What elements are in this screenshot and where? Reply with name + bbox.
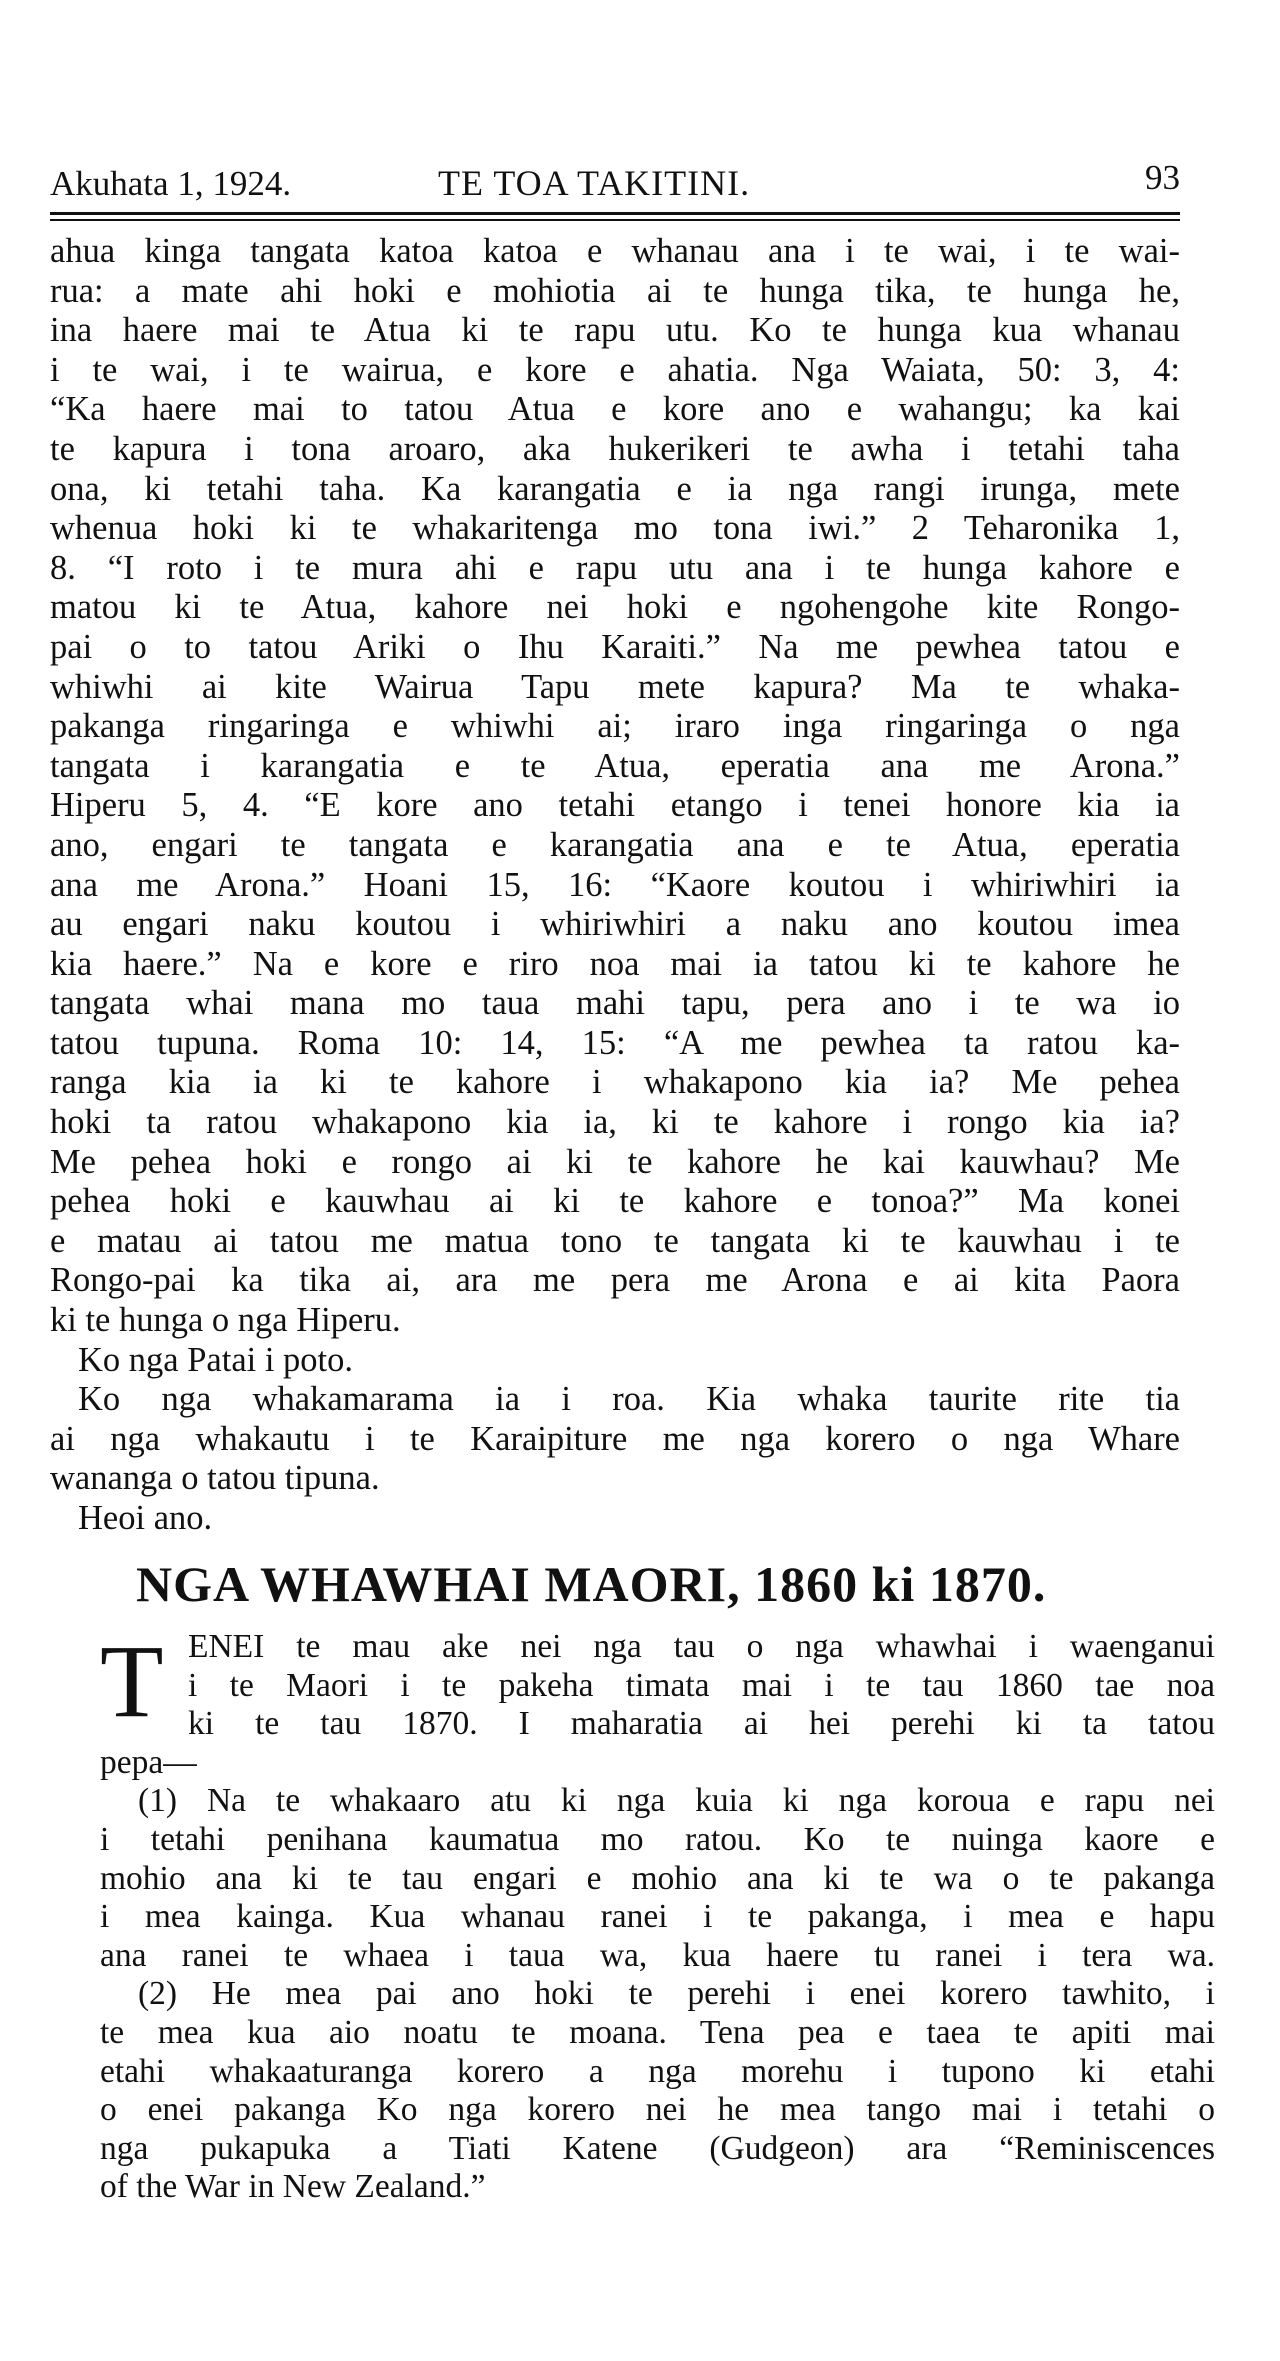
text-line: tangata i karangatia e te Atua, eperatia ana me Arona.”: [50, 746, 1180, 785]
text-line: i mea kainga. Kua whanau ranei i te pakanga, i mea e hapu: [100, 1898, 1215, 1936]
text-line: i te wai, i te wairua, e kore e ahatia. Nga Waiata, 50: 3, 4:: [50, 350, 1180, 389]
text-line: matou ki te Atua, kahore nei hoki e ngohengohe kite Rongo-: [50, 588, 1180, 627]
text-line: of the War in New Zealand.”: [100, 2168, 486, 2206]
section-heading: NGA WHAWHAI MAORI, 1860 ki 1870.: [136, 1556, 1047, 1612]
header-date: Akuhata 1, 1924.: [50, 164, 292, 203]
drop-cap: T: [100, 1624, 164, 1739]
text-line: ano, engari te tangata e karangatia ana e te Atua, eperatia: [50, 825, 1180, 864]
text-line: i te Maori i te pakeha timata mai i te tau 1860 tae noa: [188, 1666, 1215, 1704]
text-line: wananga o tatou tipuna.: [50, 1459, 380, 1498]
text-line: (1) Na te whakaaro atu ki nga kuia ki nga koroua e rapu nei: [138, 1782, 1215, 1820]
text-line: ai nga whakautu i te Karaipiture me nga korero o nga Whare: [50, 1419, 1180, 1458]
text-line: o enei pakanga Ko nga korero nei he mea tango mai i tetahi o: [100, 2091, 1215, 2129]
text-line: ki te hunga o nga Hiperu.: [50, 1301, 401, 1340]
header-rule-thick: [50, 212, 1180, 215]
text-line: ranga kia ia ki te kahore i whakapono kia ia? Me pehea: [50, 1063, 1180, 1102]
text-line: ENEI te mau ake nei nga tau o nga whawhai i waenganui: [188, 1628, 1215, 1665]
text-line: ina haere mai te Atua ki te rapu utu. Ko te hunga kua whanau: [50, 311, 1180, 350]
text-line: au engari naku koutou i whiriwhiri a naku ano koutou imea: [50, 905, 1180, 944]
text-line: te kapura i tona aroaro, aka hukerikeri te awha i tetahi taha: [50, 429, 1180, 468]
text-line: Hiperu 5, 4. “E kore ano tetahi etango i tenei honore kia ia: [50, 786, 1180, 825]
text-line: pepa—: [100, 1743, 197, 1781]
drop-cap-lines: [188, 1628, 1215, 1744]
text-line: pehea hoki e kauwhau ai ki te kahore e tonoa?” Ma konei: [50, 1182, 1180, 1221]
running-header: [50, 158, 1180, 208]
text-line: mohio ana ki te tau engari e mohio ana ki te wa o te pakanga: [100, 1859, 1215, 1897]
text-line: kia haere.” Na e kore e riro noa mai ia tatou ki te kahore he: [50, 944, 1180, 983]
text-line: Me pehea hoki e rongo ai ki te kahore he kai kauwhau? Me: [50, 1142, 1180, 1181]
header-rule-thin: [50, 219, 1180, 221]
text-line: (2) He mea pai ano hoki te perehi i enei korero tawhito, i: [138, 1975, 1215, 2013]
text-line: Ko nga whakamarama ia i roa. Kia whaka taurite rite tia: [78, 1380, 1180, 1419]
text-line: hoki ta ratou whakapono kia ia, ki te kahore i rongo kia ia?: [50, 1103, 1180, 1142]
text-line: pakanga ringaringa e whiwhi ai; iraro inga ringaringa o nga: [50, 707, 1180, 746]
text-line: tangata whai mana mo taua mahi tapu, pera ano i te wa io: [50, 984, 1180, 1023]
text-line: ana me Arona.” Hoani 15, 16: “Kaore koutou i whiriwhiri ia: [50, 865, 1180, 904]
body-text: [50, 232, 1180, 1539]
text-line: e matau ai tatou me matua tono te tangata ki te kauwhau i te: [50, 1221, 1180, 1260]
text-line: ona, ki tetahi taha. Ka karangatia e ia nga rangi irunga, mete: [50, 469, 1180, 508]
text-line: pai o to tatou Ariki o Ihu Karaiti.” Na me pewhea tatou e: [50, 627, 1180, 666]
text-line: “Ka haere mai to tatou Atua e kore ano e wahangu; ka kai: [50, 390, 1180, 429]
text-line: Heoi ano.: [78, 1499, 213, 1537]
text-line: tatou tupuna. Roma 10: 14, 15: “A me pewhea ta ratou ka-: [50, 1023, 1180, 1062]
text-line: whenua hoki ki te whakaritenga mo tona iwi.” 2 Teharonika 1,: [50, 509, 1180, 548]
text-line: whiwhi ai kite Wairua Tapu mete kapura? Ma te whaka-: [50, 667, 1180, 706]
text-line: i tetahi penihana kaumatua mo ratou. Ko te nuinga kaore e: [100, 1820, 1215, 1858]
text-line: ana ranei te whaea i taua wa, kua haere tu ranei i tera wa.: [100, 1936, 1215, 1974]
section-text: [100, 1624, 1215, 2207]
text-line: etahi whakaaturanga korero a nga morehu i tupono ki etahi: [100, 2052, 1215, 2090]
text-line: rua: a mate ahi hoki e mohiotia ai te hunga tika, te hunga he,: [50, 271, 1180, 310]
text-line: te mea kua aio noatu te moana. Tena pea e taea te apiti mai: [100, 2013, 1215, 2051]
text-line: ki te tau 1870. I maharatia ai hei perehi ki ta tatou: [188, 1705, 1215, 1743]
text-line: nga pukapuka a Tiati Katene (Gudgeon) ara “Reminiscences: [100, 2129, 1215, 2167]
text-line: Rongo-pai ka tika ai, ara me pera me Arona e ai kita Paora: [50, 1261, 1180, 1300]
text-line: 8. “I roto i te mura ahi e rapu utu ana i te hunga kahore e: [50, 548, 1180, 587]
text-line: Ko nga Patai i poto.: [78, 1340, 354, 1379]
page-number: 93: [1145, 158, 1180, 197]
journal-title: TE TOA TAKITINI.: [438, 163, 751, 203]
text-line: ahua kinga tangata katoa katoa e whanau ana i te wai, i te wai-: [50, 232, 1180, 270]
